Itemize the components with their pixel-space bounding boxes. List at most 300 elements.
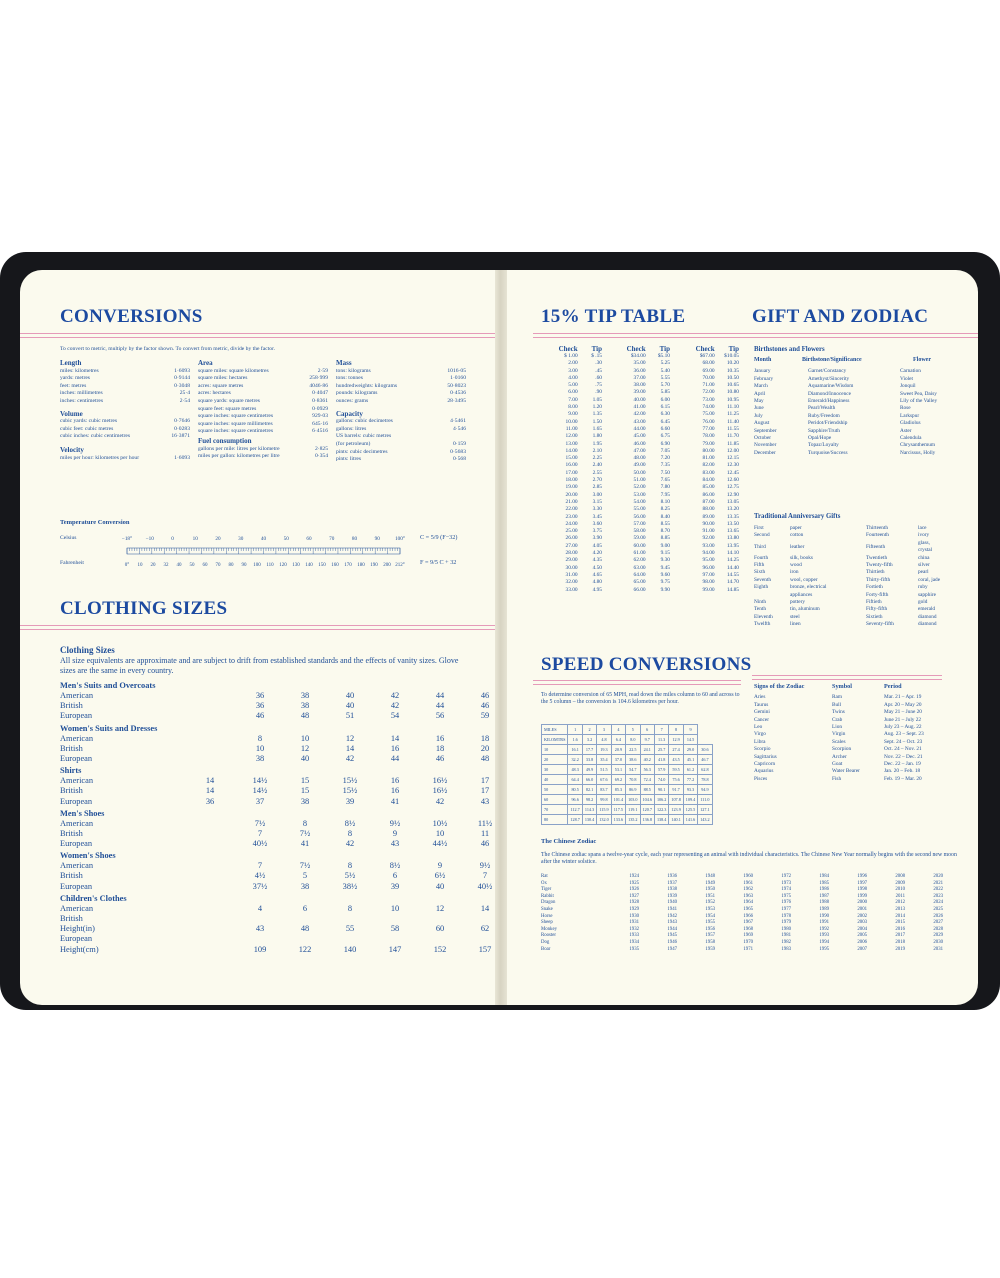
tip-row [540, 426, 602, 433]
tip-column [677, 345, 739, 594]
clothing-size: 8 [302, 818, 308, 828]
clothing-size: 46 [480, 839, 490, 849]
birth-month: July [754, 412, 763, 419]
anniversary-gift: wool, copper [790, 576, 818, 583]
mass-heading: Mass [336, 359, 352, 367]
zodiac-signs-table [754, 683, 944, 783]
tip-amount: 7.80 [660, 484, 670, 491]
speed-cell: 40 [542, 775, 568, 785]
conversion-row [336, 383, 466, 391]
speed-cell: 106.2 [654, 795, 668, 805]
chinese-heading: The Chinese Zodiac [541, 838, 597, 845]
clothing-size: 5½ [344, 871, 356, 881]
clothing-size: 122 [298, 944, 312, 954]
tip-check: 83.00 [702, 469, 715, 476]
tip-header-row [677, 345, 739, 353]
tip-check: 55.00 [633, 506, 646, 513]
tip-check: 18.00 [565, 477, 578, 484]
tip-row [677, 389, 739, 396]
anniversary-gift: gold [918, 599, 928, 606]
tip-amount: 8.70 [660, 528, 670, 535]
tip-amount: 12.75 [726, 484, 739, 491]
chinese-year: 1957 [705, 933, 715, 939]
tip-row [608, 565, 670, 572]
anniversary-year: Tenth [754, 606, 766, 613]
fuel-heading: Fuel consumption [198, 436, 252, 445]
clothing-size: 60 [435, 924, 445, 934]
tip-check: 68.00 [702, 360, 715, 367]
speed-row [542, 805, 713, 815]
conversion-factor: 4·546 [452, 425, 466, 432]
tip-row [540, 470, 602, 477]
tip-row [540, 499, 602, 506]
conversion-unit: acres: hectares [198, 390, 231, 397]
right-top-rule [533, 333, 978, 338]
tip-check: 28.00 [565, 550, 578, 557]
chinese-year: 1982 [781, 939, 791, 945]
chinese-year: 1979 [781, 920, 791, 926]
birth-heading: Birthstones and Flowers [754, 346, 825, 353]
tip-amount: 10.80 [726, 389, 739, 396]
conversions-title: CONVERSIONS [60, 306, 203, 327]
conversion-factor: 0·0929 [312, 405, 328, 412]
tip-row [677, 419, 739, 426]
speed-cell: 140.1 [669, 815, 683, 825]
zodiac-period: Oct. 24 – Nov. 21 [884, 746, 922, 753]
zodiac-sign: Aries [754, 694, 766, 701]
chinese-year: 1992 [819, 926, 829, 932]
birth-month: November [754, 442, 777, 449]
conversion-factor: 2·825 [314, 445, 328, 452]
tip-check: 30.00 [565, 564, 578, 571]
conv-col-1 [60, 360, 190, 462]
clothing-intro: All size equivalents are approximate and are subject to drift from established standards and the effects of vanity sizes. Glove sizes are the same in every country. [60, 656, 459, 675]
chinese-year: 1961 [743, 880, 753, 886]
clothing-region: American [60, 691, 94, 700]
conversion-unit: pints: litres [336, 456, 362, 463]
tip-amount: 14.55 [726, 571, 739, 578]
tip-row [608, 492, 670, 499]
chinese-year: 2011 [895, 893, 905, 899]
birth-row [754, 398, 944, 405]
fuel-rows [198, 446, 328, 461]
zodiac-sign-row [754, 724, 944, 731]
tip-check: 35.00 [633, 360, 646, 367]
area-rows [198, 368, 328, 436]
chinese-year: 2029 [933, 933, 943, 939]
conversion-unit: square inches: square millimetres [198, 420, 273, 427]
clothing-size: 18 [435, 743, 445, 753]
chinese-intro: The Chinese zodiac spans a twelve-year cycle, each year representing an animal with individual characteristics. The Chinese New Year normally begins with the second new moon after the winter solstice. [541, 852, 957, 866]
birth-header-row [754, 357, 944, 368]
conversion-unit: gallons: litres [336, 425, 367, 432]
clothing-size: 42 [435, 796, 445, 806]
clothing-group-heading: Women's Suits and Dresses [60, 723, 158, 733]
chinese-zodiac-row [541, 881, 943, 888]
speed-cell: 91.7 [669, 785, 683, 795]
formula-c: C = 5/9 (F−32) [420, 534, 458, 541]
chinese-year: 1985 [819, 880, 829, 886]
birth-col-header: Month [754, 357, 772, 363]
anniversary-gift: diamond [918, 621, 937, 628]
chinese-zodiac-row [541, 927, 943, 934]
clothing-size: 152 [433, 944, 447, 954]
zodiac-sign: Scorpio [754, 746, 771, 753]
tip-check: 9.00 [568, 411, 578, 418]
chinese-year: 2018 [895, 939, 905, 945]
birth-stone: Turquoise/Success [808, 449, 848, 456]
tip-header-row [608, 345, 670, 353]
birth-col-header: Birthstone/Significance [802, 357, 862, 363]
tip-check: 60.00 [633, 542, 646, 549]
zodiac-period: Nov. 22 – Dec. 21 [884, 753, 923, 760]
anniversary-year: Thirtieth [866, 569, 885, 576]
clothing-size: 37 [255, 796, 265, 806]
chinese-year: 2026 [933, 913, 943, 919]
tip-amount: $10.05 [724, 353, 739, 359]
tip-row [540, 543, 602, 550]
clothing-size: 157 [478, 944, 492, 954]
tip-amount: 3.15 [592, 498, 602, 505]
conversion-row [60, 375, 190, 383]
speed-cell: 62.8 [698, 765, 712, 775]
clothing-size: 16½ [432, 786, 448, 796]
chinese-year: 2031 [933, 946, 943, 952]
tip-check: 62.00 [633, 557, 646, 564]
tip-amount: 13.20 [726, 506, 739, 513]
tip-amount: 7.65 [660, 477, 670, 484]
speed-cell: 57.9 [654, 765, 668, 775]
conversion-row [60, 418, 190, 426]
anniversary-year: Thirteenth [866, 525, 889, 531]
tip-check: 64.00 [633, 571, 646, 578]
tip-amount: 3.60 [592, 520, 602, 527]
clothing-size: 8½ [344, 818, 356, 828]
zodiac-symbol: Goat [832, 761, 843, 768]
tip-amount: 2.25 [592, 455, 602, 462]
tip-row [608, 455, 670, 462]
clothing-region: European [60, 839, 93, 849]
chinese-year: 1996 [857, 874, 867, 879]
conversion-factor: 25·4 [179, 390, 190, 397]
tip-check: 91.00 [702, 528, 715, 535]
chinese-animal: Rat [541, 874, 548, 879]
clothing-region: European [60, 753, 93, 763]
speed-cell: 80.5 [568, 785, 582, 795]
fahrenheit-tick-label: 10 [137, 563, 143, 568]
clothing-row [60, 881, 493, 892]
clothing-size: 6½ [434, 871, 446, 881]
anniversary-gift: linen [790, 621, 801, 628]
speed-cell: 85.3 [611, 785, 625, 795]
speed-cell: 115.9 [597, 805, 611, 815]
clothing-size: 42 [390, 701, 400, 711]
tip-amount: 3.90 [592, 535, 602, 542]
birth-month: February [754, 375, 774, 382]
chinese-zodiac-row [541, 887, 943, 894]
chinese-year: 1976 [781, 900, 791, 906]
clothing-size: 43 [480, 796, 490, 806]
tip-row [608, 462, 670, 469]
conversion-factor: 0·568 [452, 456, 466, 463]
birth-flower: Carnation [900, 368, 921, 375]
clothing-size: 46 [255, 711, 265, 721]
chinese-zodiac-row [541, 914, 943, 921]
conversion-unit: inches: millimetres [60, 390, 103, 397]
tip-amount: 4.65 [592, 571, 602, 578]
birth-stone: Diamond/Innocence [808, 390, 851, 397]
celsius-tick-label: 20 [215, 536, 221, 542]
anniversary-year: Second [754, 532, 770, 539]
tip-amount: .45 [595, 367, 602, 374]
zodiac-sign: Sagittarius [754, 753, 777, 760]
anniversary-row [754, 569, 944, 576]
chinese-zodiac-row [541, 940, 943, 947]
clothing-row [60, 871, 488, 881]
speed-cell: 122.3 [654, 805, 668, 815]
conversion-row [198, 413, 328, 421]
anniversary-year: Twenty-fifth [866, 562, 893, 569]
anniversary-year: Fourteenth [866, 532, 889, 539]
tip-amount: 9.45 [660, 564, 670, 571]
clothing-size: 8 [347, 861, 353, 871]
tip-check: 25.00 [565, 528, 578, 535]
tip-row [540, 579, 602, 586]
tip-row [677, 550, 739, 557]
chinese-animal: Dragon [541, 900, 556, 906]
speed-cell: 70 [542, 805, 568, 815]
chinese-year: 1960 [743, 874, 753, 879]
tip-amount: 12.00 [726, 447, 739, 454]
clothing-size: 38 [255, 753, 265, 763]
speed-cell: 111.0 [698, 795, 712, 805]
zodiac-sign: Capricorn [754, 761, 776, 768]
tip-check: 22.00 [565, 506, 578, 513]
chinese-animal: Sheep [541, 920, 553, 926]
birth-month: January [754, 368, 771, 375]
zodiac-symbol: Virgin [832, 731, 846, 738]
length-rows [60, 368, 190, 406]
tip-row [608, 397, 670, 404]
birth-flower: Violet [900, 375, 913, 382]
conversion-unit: cubic inches: cubic centimetres [60, 433, 131, 440]
tip-check: 51.00 [633, 477, 646, 484]
clothing-size: 48 [300, 924, 310, 934]
tip-amount: 9.00 [660, 542, 670, 549]
chinese-year: 1978 [781, 913, 791, 919]
conversion-factor: 0·354 [314, 453, 328, 460]
clothing-size: 14 [345, 743, 355, 753]
clothing-size: 8 [347, 828, 353, 838]
chinese-animal: Rabbit [541, 893, 554, 899]
tip-check: 81.00 [702, 455, 715, 462]
anniversary-gift: pottery [790, 599, 806, 606]
zodiac-sign-row [754, 739, 944, 746]
tip-amount: 6.60 [660, 425, 670, 432]
tip-amount: 12.15 [726, 455, 739, 462]
chinese-year: 2006 [857, 939, 867, 945]
tip-row [540, 565, 602, 572]
clothing-size: 9½ [479, 861, 491, 871]
tip-row [677, 441, 739, 448]
birth-row [754, 383, 944, 390]
tip-row [540, 411, 602, 418]
chinese-year: 1965 [743, 906, 753, 912]
clothing-size: 48 [300, 711, 310, 721]
birth-flower: Narcissus, Holly [900, 449, 936, 456]
speed-cell: 88.5 [640, 785, 654, 795]
tip-check: 50.00 [633, 469, 646, 476]
clothing-size: 14 [390, 733, 400, 743]
chinese-year: 2020 [933, 874, 943, 879]
anniversary-row [754, 606, 944, 613]
tip-amount: 4.95 [592, 586, 602, 593]
clothing-region: European [60, 796, 93, 806]
zodiac-period: Apr. 20 – May 20 [884, 701, 922, 708]
speed-cell: 117.5 [611, 805, 625, 815]
tip-row [540, 587, 602, 594]
tip-check: 85.00 [702, 484, 715, 491]
tip-check: 94.00 [702, 550, 715, 557]
clothing-size: 38 [300, 881, 310, 891]
anniversary-gift: steel [790, 613, 800, 620]
tip-row [540, 557, 602, 564]
conv-col-2 [198, 360, 328, 461]
zodiac-period: Aug. 23 – Sept. 23 [884, 731, 924, 738]
chinese-year: 1995 [819, 946, 829, 952]
birth-month: May [754, 398, 764, 405]
tip-check: 6.00 [568, 389, 578, 396]
fahrenheit-tick-label: 80 [228, 563, 234, 568]
tip-column [540, 345, 602, 594]
zodiac-sign: Cancer [754, 716, 769, 723]
clothing-size: 43 [255, 924, 265, 934]
conv-col-3 [336, 360, 466, 464]
speed-cell: 6.4 [611, 735, 625, 745]
anniversary-gift: tin, aluminum [790, 606, 820, 613]
tip-amount: 9.75 [660, 579, 670, 586]
chinese-year: 2009 [895, 880, 905, 886]
clothing-row [60, 828, 490, 839]
chinese-year: 2030 [933, 939, 943, 945]
clothing-size: 10 [435, 828, 445, 838]
clothing-region: British [60, 871, 83, 881]
chinese-year: 2027 [933, 920, 943, 926]
tip-amount: 6.75 [660, 433, 670, 440]
tip-check: 32.00 [565, 579, 578, 586]
birth-flower: Larkspur [900, 412, 920, 419]
chinese-year: 1986 [819, 887, 829, 893]
tip-check: 96.00 [702, 564, 715, 571]
tip-check: 97.00 [702, 571, 715, 578]
chinese-year: 1997 [857, 880, 867, 886]
tip-row [608, 543, 670, 550]
zodiac-symbol: Bull [832, 701, 842, 708]
chinese-year: 1936 [667, 874, 677, 879]
speed-cell: 123.9 [669, 805, 683, 815]
clothing-size: 16 [435, 733, 445, 743]
signs-header-row [754, 683, 944, 694]
chinese-year: 2019 [895, 946, 905, 952]
zodiac-sign-row [754, 761, 944, 768]
conversion-unit: square miles: square kilometres [198, 367, 269, 374]
zodiac-symbol: Archer [832, 753, 847, 760]
tip-check: 61.00 [633, 550, 646, 557]
chinese-year: 1987 [819, 893, 829, 899]
conversion-factor: 6·4516 [312, 428, 328, 435]
tip-row [540, 550, 602, 557]
speed-cell: 20.9 [611, 745, 625, 755]
birth-stone: Garnet/Constancy [808, 368, 847, 375]
zodiac-symbol: Scorpion [832, 746, 852, 753]
zodiac-sign: Pisces [754, 775, 768, 782]
zodiac-sign: Aquarius [754, 768, 774, 775]
tip-check: $ 1.00 [564, 353, 578, 359]
tip-check: 10.00 [565, 418, 578, 425]
birth-flower: Aster [900, 427, 912, 434]
zodiac-sign-row [754, 731, 944, 738]
tip-amount: 2.40 [592, 462, 602, 469]
tip-amount: 14.10 [726, 550, 739, 557]
birthstone-table [754, 357, 944, 457]
clothing-region: American [60, 733, 94, 743]
conversion-factor: 16·3871 [171, 433, 190, 440]
speed-cell: KILOMTRS [542, 735, 568, 745]
clothing-size: 16 [390, 776, 400, 786]
tip-check: 86.00 [702, 491, 715, 498]
tip-amount: 1.95 [592, 440, 602, 447]
tip-amount: 4.20 [592, 550, 602, 557]
birth-row [754, 428, 944, 435]
zodiac-symbol: Crab [832, 716, 843, 723]
conversion-row [336, 426, 466, 434]
tip-check: 42.00 [633, 411, 646, 418]
tip-amount: 13.95 [726, 542, 739, 549]
tip-check: 84.00 [702, 477, 715, 484]
clothing-size: 38½ [342, 881, 358, 891]
fahrenheit-tick-label: 200 [383, 563, 391, 568]
conversion-row [60, 433, 190, 441]
signs-rule [752, 675, 942, 680]
chinese-year: 2024 [933, 900, 943, 906]
mass-rows [336, 368, 466, 406]
conversion-unit: square feet: square metres [198, 405, 257, 412]
zodiac-period: Jan. 20 – Feb. 18 [884, 768, 921, 775]
clothing-size: 43 [390, 839, 400, 849]
tip-amount: 9.90 [660, 586, 670, 593]
speed-cell: 119.1 [626, 805, 640, 815]
zodiac-sign: Leo [754, 724, 763, 731]
gift-title: GIFT AND ZODIAC [752, 306, 929, 327]
tip-row [608, 426, 670, 433]
tip-check: 74.00 [702, 404, 715, 411]
birth-col-header: Flower [913, 357, 931, 363]
tip-check: 13.00 [565, 440, 578, 447]
tip-check: 11.00 [565, 425, 578, 432]
clothing-group-heading: Shirts [60, 766, 82, 776]
tip-check: 43.00 [633, 418, 646, 425]
speed-header-cell: 2 [582, 725, 596, 735]
conversion-row [198, 446, 328, 454]
speed-header-row [542, 725, 713, 735]
chinese-year: 2022 [933, 887, 943, 893]
speed-cell: 33.8 [582, 755, 596, 765]
conversion-unit: miles per gallon: kilometres per litre [198, 453, 280, 460]
tip-row [677, 572, 739, 579]
conversion-row [60, 398, 190, 406]
conversion-row [336, 418, 466, 426]
zodiac-sign: Virgo [754, 731, 766, 738]
